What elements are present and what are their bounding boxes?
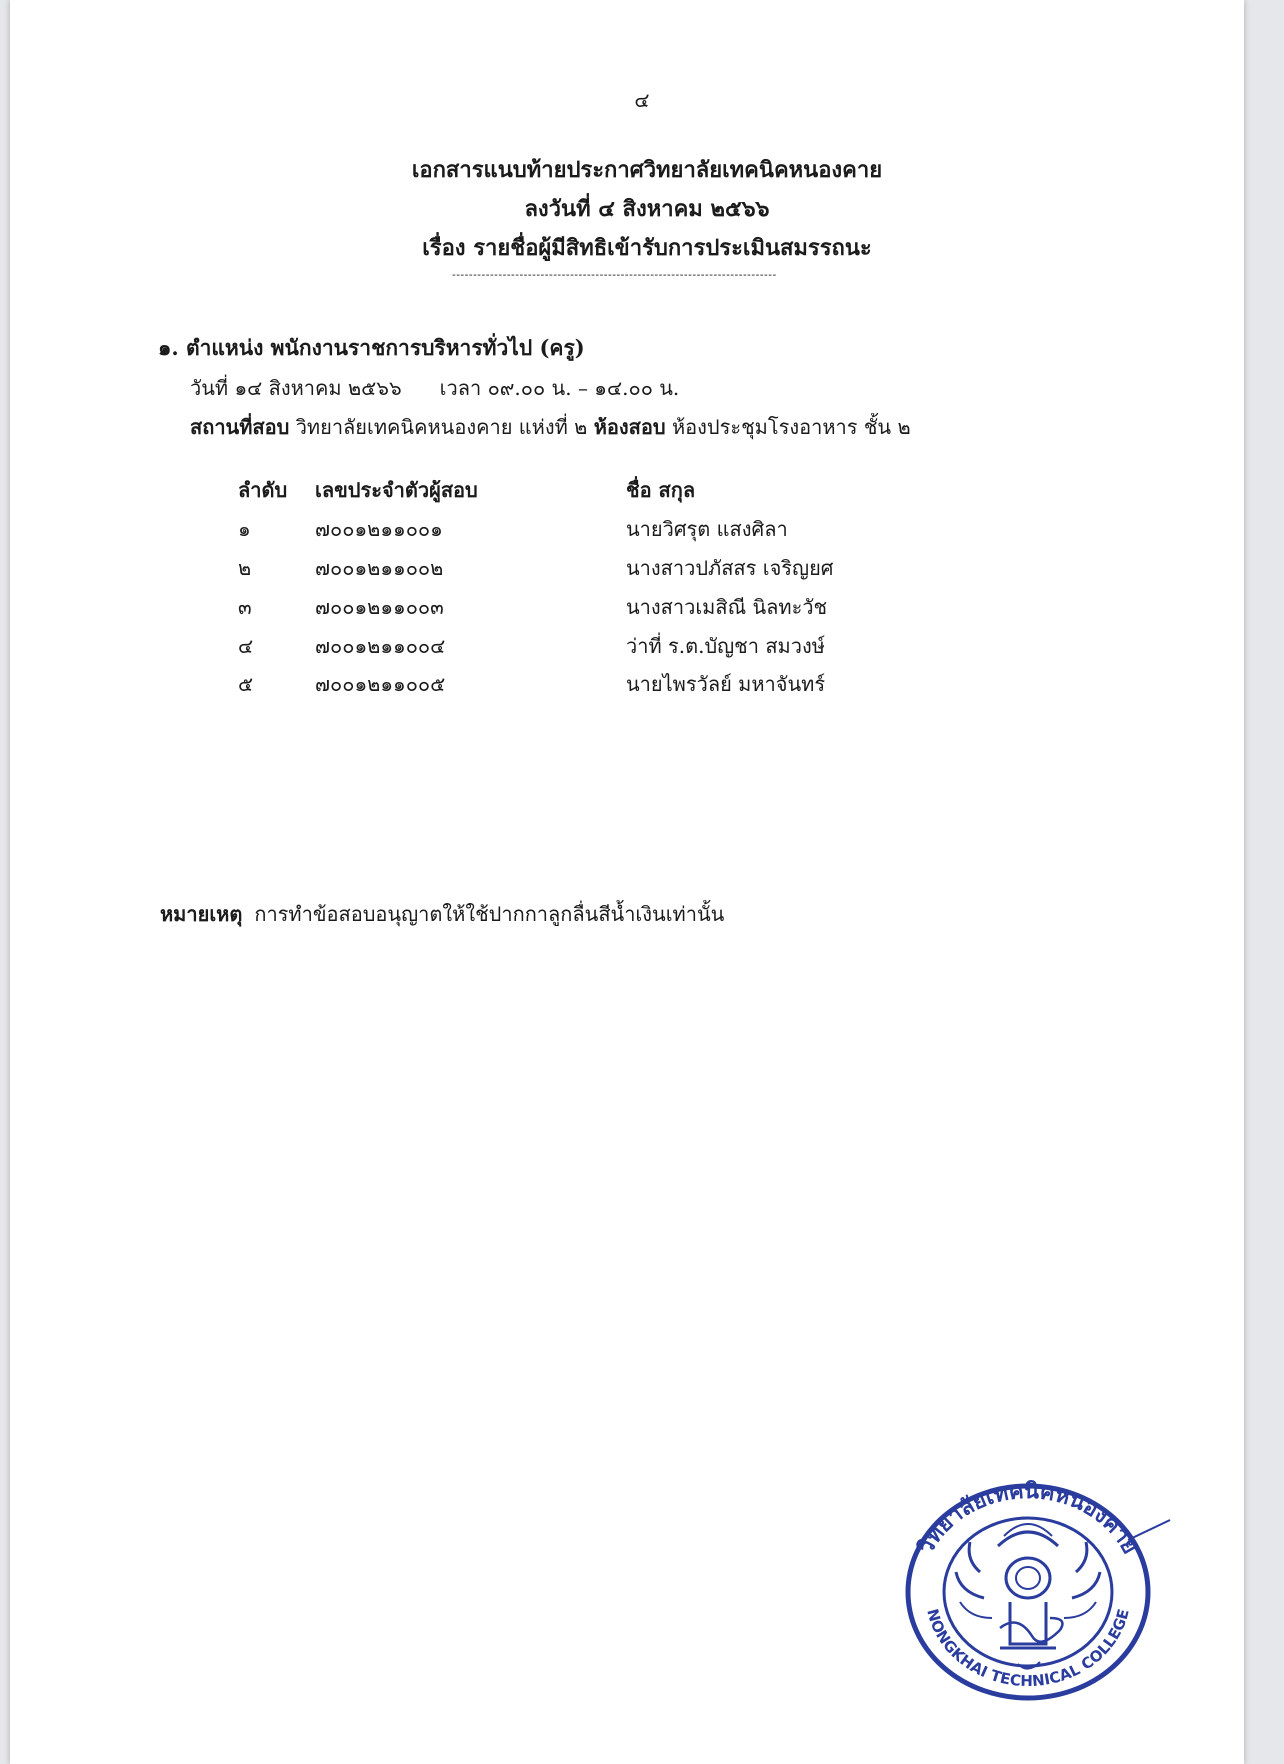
seal-text-bottom: NONGKHAI TECHNICAL COLLEGE [923,1606,1133,1691]
column-header-order: ลำดับ [238,478,288,502]
row-name: นายไพรวัลย์ มหาจันทร์ [626,672,826,696]
row-exam-id: ๗๐๐๑๒๑๑๐๐๔ [315,634,446,658]
college-seal-stamp [900,1468,1186,1708]
row-exam-id: ๗๐๐๑๒๑๑๐๐๕ [315,672,446,696]
row-number: ๑ [238,517,251,541]
exam-location [190,411,911,443]
header-subject: เรื่อง รายชื่อผู้มีสิทธิเข้ารับการประเมินสมรรถนะ [422,235,872,261]
row-name: นางสาวปภัสสร เจริญยศ [626,556,834,580]
header-separator: ----------------------------------------------------------------------------- [452,268,777,281]
row-number: ๕ [238,672,254,696]
row-name: ว่าที่ ร.ต.บัญชา สมวงษ์ [626,634,825,658]
row-number: ๓ [238,595,252,619]
row-number: ๒ [238,556,252,580]
row-exam-id: ๗๐๐๑๒๑๑๐๐๑ [315,517,443,541]
row-name: นายวิศรุต แสงศิลา [626,517,788,541]
seal-text-top: วิทยาลัยเทคนิคหนองคาย [913,1478,1143,1559]
exam-date: วันที่ ๑๔ สิงหาคม ๒๕๖๖ [190,376,402,400]
exam-time: เวลา ๐๙.๐๐ น. – ๑๔.๐๐ น. [439,376,680,400]
venue-value: วิทยาลัยเทคนิคหนองคาย แห่งที่ ๒ [295,415,588,439]
note-text: การทำข้อสอบอนุญาตให้ใช้ปากกาลูกลื่นสีน้ำเงินเท่านั้น [254,902,725,926]
room-label: ห้องสอบ [593,415,666,439]
footnote [160,898,724,930]
row-name: นางสาวเมสิณี นิลทะวัช [626,595,828,619]
note-label: หมายเหตุ [160,902,243,926]
header-title: เอกสารแนบท้ายประกาศวิทยาลัยเทคนิคหนองคาย [411,157,883,183]
venue-label: สถานที่สอบ [190,415,290,439]
section-heading: ๑. ตำแหน่ง พนักงานราชการบริหารทั่วไป (ครู) [158,335,585,360]
row-exam-id: ๗๐๐๑๒๑๑๐๐๒ [315,556,444,580]
page-number: ๔ [634,88,650,112]
row-exam-id: ๗๐๐๑๒๑๑๐๐๓ [315,595,444,619]
column-header-exam-id: เลขประจำตัวผู้สอบ [315,478,478,502]
room-value: ห้องประชุมโรงอาหาร ชั้น ๒ [671,415,911,439]
column-header-name: ชื่อ สกุล [626,478,696,502]
header-date: ลงวันที่ ๔ สิงหาคม ๒๕๖๖ [524,196,770,222]
exam-schedule [190,372,679,404]
row-number: ๔ [238,634,254,658]
